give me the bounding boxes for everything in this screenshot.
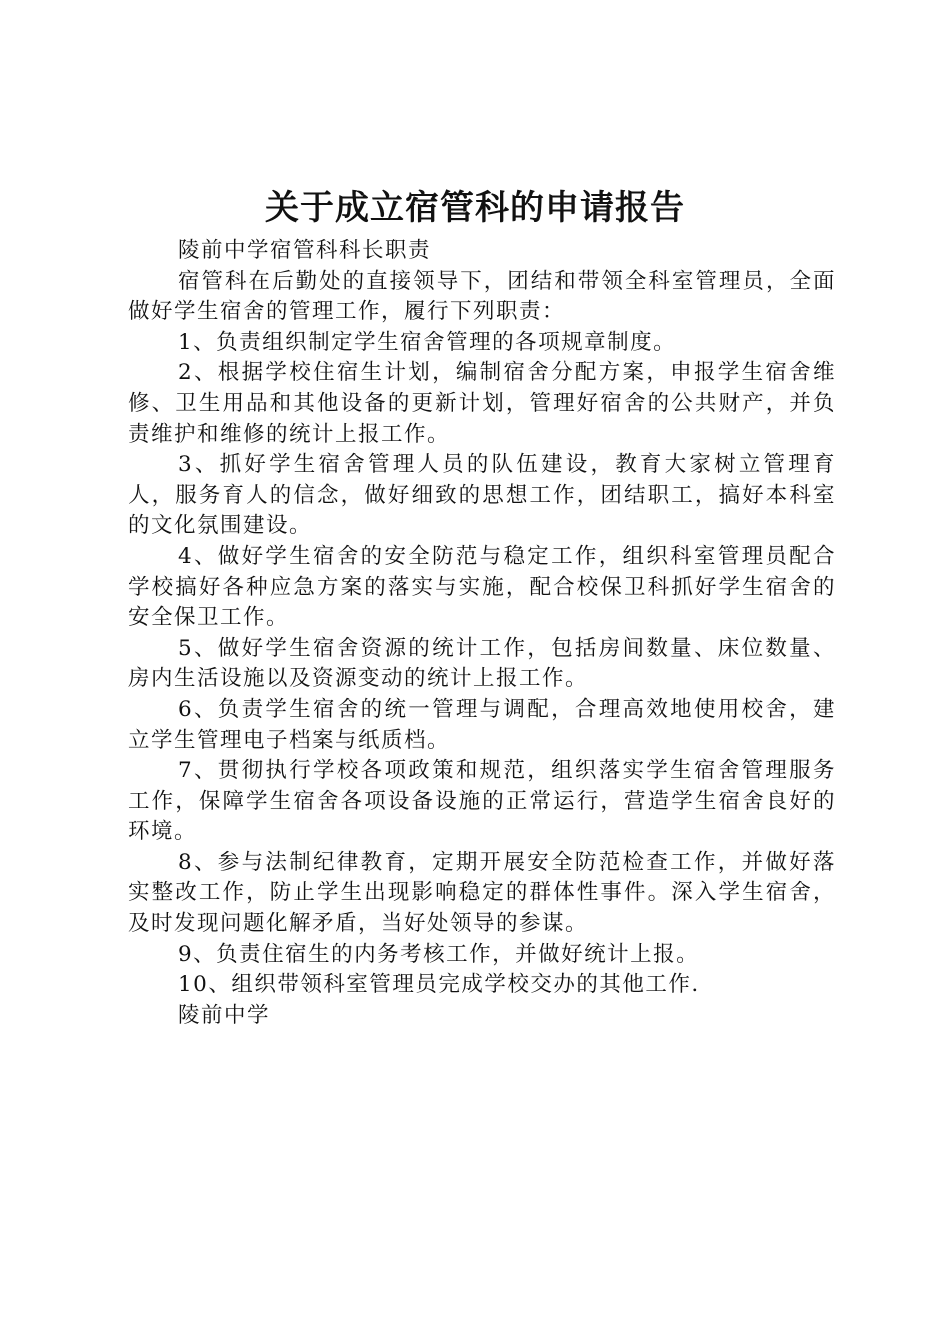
duty-item-4: 4、做好学生宿舍的安全防范与稳定工作，组织科室管理员配合学校搞好各种应急方案的落实与实施，配合校保卫科抓好学生宿舍的安全保卫工作。: [128, 543, 836, 631]
duty-item-3: 3、抓好学生宿舍管理人员的队伍建设，教育大家树立管理育人，服务育人的信念，做好细致的思想工作，团结职工，搞好本科室的文化氛围建设。: [128, 452, 836, 539]
document-body: [128, 236, 836, 1031]
signature-school: 陵前中学: [178, 1002, 271, 1028]
duty-item-8: 8、参与法制纪律教育，定期开展安全防范检查工作，并做好落实整改工作，防止学生出现影响稳定的群体性事件。深入学生宿舍，及时发现问题化解矛盾，当好处领导的参谋。: [128, 849, 836, 937]
duty-item-7: 7、贯彻执行学校各项政策和规范，组织落实学生宿舍管理服务工作，保障学生宿舍各项设备设施的正常运行，营造学生宿舍良好的环境。: [128, 758, 836, 845]
duty-item-10: 10、组织带领科室管理员完成学校交办的其他工作.: [178, 972, 700, 998]
duty-item-5: 5、做好学生宿舍资源的统计工作，包括房间数量、床位数量、房内生活设施以及资源变动的统计上报工作。: [128, 635, 836, 692]
document-title: 关于成立宿管科的申请报告: [265, 188, 685, 228]
duty-item-9: 9、负责住宿生的内务考核工作，并做好统计上报。: [178, 941, 700, 967]
subheading-paragraph: 陵前中学宿管科科长职责: [178, 238, 432, 263]
intro-paragraph: 宿管科在后勤处的直接领导下，团结和带领全科室管理员，全面做好学生宿舍的管理工作，履行下列职责：: [128, 268, 836, 325]
duty-item-2: 2、根据学校住宿生计划，编制宿舍分配方案，申报学生宿舍维修、卫生用品和其他设备的更新计划，管理好宿舍的公共财产，并负责维护和维修的统计上报工作。: [128, 360, 836, 447]
duty-item-6: 6、负责学生宿舍的统一管理与调配，合理高效地使用校舍，建立学生管理电子档案与纸质档。: [128, 696, 836, 753]
duty-item-1: 1、负责组织制定学生宿舍管理的各项规章制度。: [178, 329, 677, 355]
